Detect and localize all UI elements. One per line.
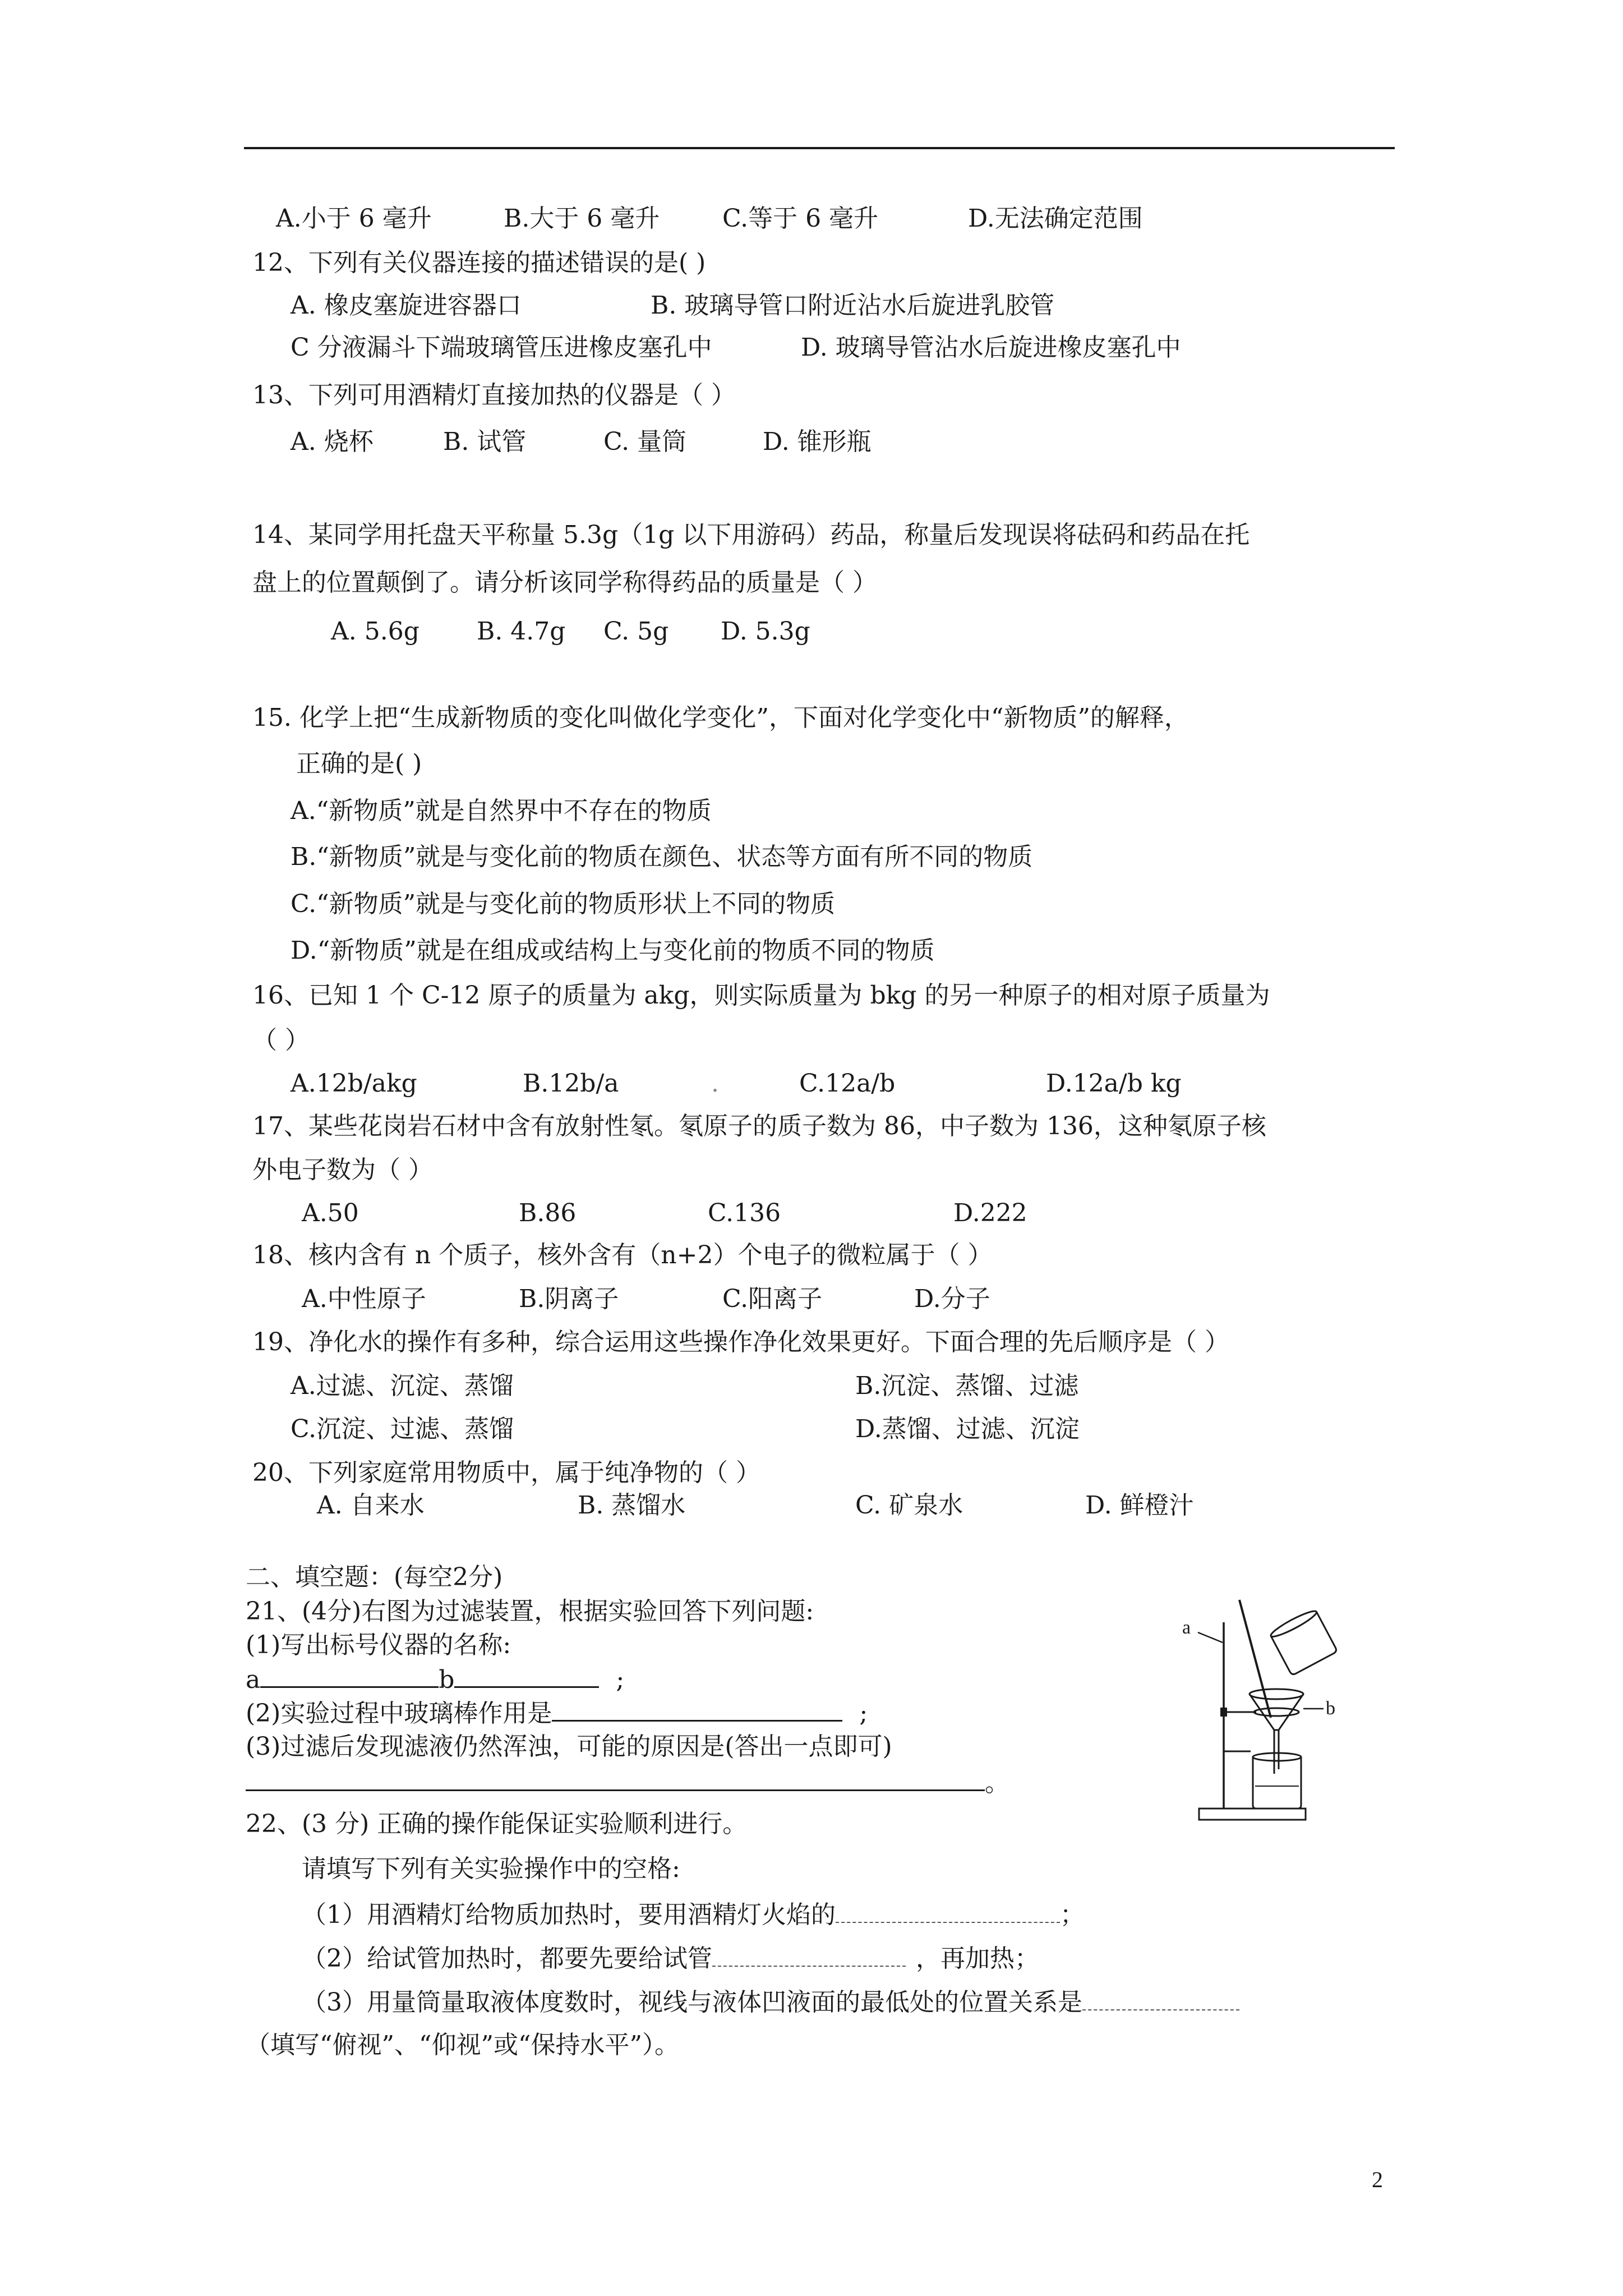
stand-base [1199,1809,1306,1820]
q21-part1: (1)写出标号仪器的名称: [246,1631,511,1659]
q22-item-3-text: （3）用量筒量取液体度数时，视线与液体凹液面的最低处的位置关系是 [302,1988,1082,2017]
q15-option-b: B.“新物质”就是与变化前的物质在颜色、状态等方面有所不同的物质 [291,843,1033,871]
q22-item-1-text: （1）用酒精灯给物质加热时，要用酒精灯火焰的 [302,1901,836,1929]
q20-option-d: D. 鲜橙汁 [1085,1491,1194,1520]
pouring-beaker [1269,1608,1338,1676]
q12-option-d: D. 玻璃导管沾水后旋进橡皮塞孔中 [801,333,1181,362]
q11-option-a: A.小于 6 毫升 [276,204,432,233]
q20-stem: 20、下列家庭常用物质中，属于纯净物的（ ） [252,1458,760,1487]
q15-option-a: A.“新物质”就是自然界中不存在的物质 [291,797,712,825]
figure-label-b: b [1326,1698,1335,1719]
q13-option-a: A. 烧杯 [291,427,374,456]
leader-line-a [1198,1632,1223,1642]
q11-option-d: D.无法确定范围 [968,204,1143,233]
q21-label-a: a [246,1665,261,1694]
glass-rod [1239,1600,1271,1718]
q12-option-a: A. 橡皮塞旋进容器口 [291,291,522,320]
filtration-apparatus-figure [1178,1589,1346,1824]
q17-line1: 17、某些花岗岩石材中含有放射性氡。氡原子的质子数为 86，中子数为 136，这种氡原子核 [252,1112,1266,1140]
q15-option-c: C.“新物质”就是与变化前的物质形状上不同的物质 [291,890,836,918]
page-number: 2 [1372,2167,1383,2192]
q21-period: 。 [985,1769,1009,1797]
q18-stem: 18、核内含有 n 个质子，核外含有（n+2）个电子的微粒属于（ ） [252,1241,993,1269]
q11-option-b: B.大于 6 毫升 [504,204,660,233]
q22-item-3 [302,1989,1239,2015]
q17-option-d: D.222 [953,1199,1027,1227]
q17-line2: 外电子数为（ ） [252,1156,433,1184]
funnel-rim [1249,1689,1303,1699]
q22-item-1 [302,1902,1085,1927]
q20-option-b: B. 蒸馏水 [578,1491,686,1520]
q19-option-a: A.过滤、沉淀、蒸馏 [291,1372,514,1400]
q16-stray-dot: . [711,1069,719,1098]
q19-option-b: B.沉淀、蒸馏、过滤 [855,1372,1079,1400]
q21-part2 [246,1700,868,1726]
q16-option-d: D.12a/b kg [1046,1069,1182,1098]
q17-option-c: C.136 [708,1199,781,1227]
q22-intro: 请填写下列有关实验操作中的空格: [302,1855,680,1883]
q14-line1: 14、某同学用托盘天平称量 5.3g（1g 以下用游码）药品，称量后发现误将砝码和药品在托 [252,521,1250,549]
q13-option-b: B. 试管 [443,427,527,456]
q16-option-b: B.12b/a [523,1069,619,1098]
q17-option-b: B.86 [519,1199,577,1227]
clamp-knob [1220,1708,1227,1717]
q22-item-1-end: ； [1060,1901,1085,1929]
q15-line2: 正确的是( ) [296,749,422,778]
q18-option-b: B.阴离子 [519,1285,619,1313]
q21-blank-rod[interactable] [552,1700,842,1722]
section-2-heading: 二、填空题：(每空2分) [246,1563,503,1591]
q21-part3-answer [246,1769,1009,1796]
q14-option-c: C. 5g [603,617,669,646]
header-rule [244,147,1395,149]
q16-line2: （ ） [252,1026,310,1055]
q21-part3: (3)过滤后发现滤液仍然浑浊，可能的原因是(答出一点即可) [246,1732,892,1761]
q21-blank-reason[interactable] [246,1769,985,1791]
figure-label-a: a [1182,1617,1191,1638]
q22-blank-3[interactable] [1082,1989,1239,2010]
q14-option-a: A. 5.6g [331,617,419,646]
q22-stem: 22、(3 分) 正确的操作能保证实验顺利进行。 [246,1810,748,1838]
q21-part1-blanks [246,1666,624,1692]
q13-stem: 13、下列可用酒精灯直接加热的仪器是（ ） [252,381,736,409]
q21-label-b: b [439,1665,455,1694]
q22-item-2-text: （2）给试管加热时，都要先要给试管 [302,1944,712,1973]
q21-stem: 21、(4分)右图为过滤装置，根据实验回答下列问题: [246,1597,814,1626]
q22-item-2-end: ，再加热； [916,1944,1039,1973]
q18-option-c: C.阳离子 [722,1285,823,1313]
q16-option-c: C.12a/b [799,1069,896,1098]
q22-item-2 [302,1945,1039,1971]
q16-option-a: A.12b/akg [291,1069,417,1098]
q22-blank-1[interactable] [836,1902,1060,1923]
q19-stem: 19、净化水的操作有多种，综合运用这些操作净化效果更好。下面合理的先后顺序是（ ） [252,1328,1229,1356]
q21-blank-a[interactable] [260,1666,439,1688]
q16-line1: 16、已知 1 个 C-12 原子的质量为 akg，则实际质量为 bkg 的另一种原子的相对原子质量为 [252,981,1270,1010]
q15-line1: 15. 化学上把“生成新物质的变化叫做化学变化”，下面对化学变化中“新物质”的解释， [252,703,1189,732]
q20-option-c: C. 矿泉水 [855,1491,963,1520]
q14-option-b: B. 4.7g [477,617,566,646]
q22-blank-2[interactable] [712,1945,906,1967]
q11-option-c: C.等于 6 毫升 [722,204,879,233]
q21-part2-text: (2)实验过程中玻璃棒作用是 [246,1699,552,1728]
q12-option-c: C 分液漏斗下端玻璃管压进橡皮塞孔中 [291,333,712,362]
q21-semicolon-1: ; [616,1665,625,1694]
q14-line2: 盘上的位置颠倒了。请分析该同学称得药品的质量是（ ） [252,568,877,597]
beaker-lower-rim [1253,1753,1301,1761]
q17-option-a: A.50 [302,1199,359,1227]
q19-option-d: D.蒸馏、过滤、沉淀 [855,1415,1080,1443]
q12-stem: 12、下列有关仪器连接的描述错误的是( ) [252,249,706,277]
q12-option-b: B. 玻璃导管口附近沾水后旋进乳胶管 [651,291,1055,320]
q18-option-a: A.中性原子 [302,1285,426,1313]
q14-option-d: D. 5.3g [721,617,810,646]
q18-option-d: D.分子 [914,1285,990,1313]
q15-option-d: D.“新物质”就是在组成或结构上与变化前的物质不同的物质 [291,936,935,965]
q13-option-d: D. 锥形瓶 [763,427,872,456]
beaker-lower [1253,1757,1301,1809]
q13-option-c: C. 量筒 [603,427,687,456]
q22-note: （填写“俯视”、“仰视”或“保持水平”）。 [246,2031,679,2059]
q20-option-a: A. 自来水 [317,1491,425,1520]
q21-blank-b[interactable] [454,1666,599,1688]
q19-option-c: C.沉淀、过滤、蒸馏 [291,1415,514,1443]
q21-semicolon-2: ; [859,1699,868,1728]
